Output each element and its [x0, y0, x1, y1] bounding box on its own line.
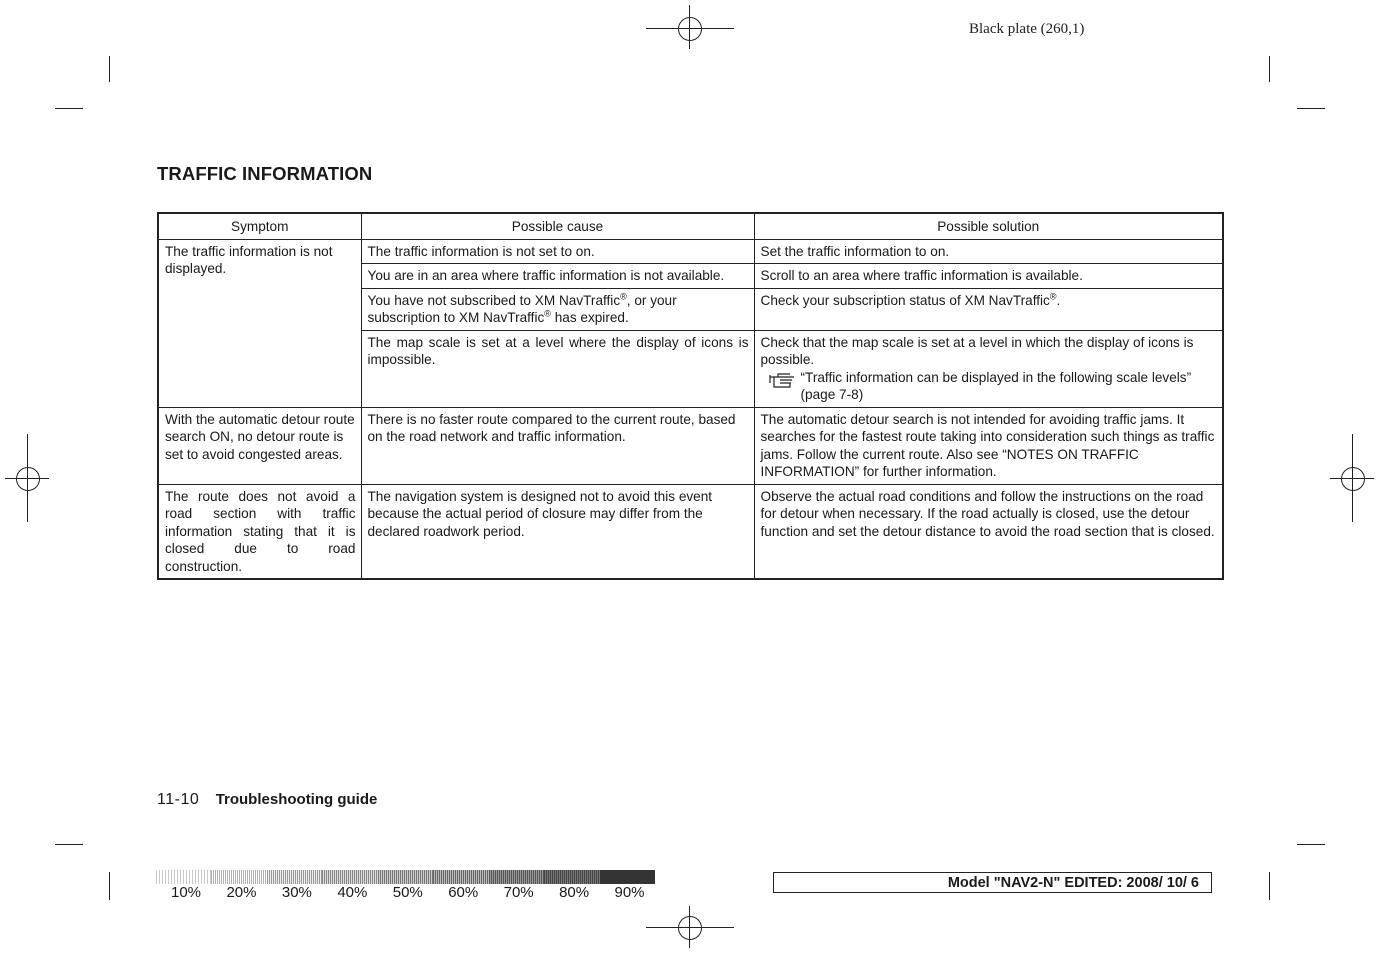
- solution-text-a: Check your subscription status of XM NavTraffic: [760, 292, 1050, 308]
- solution-cell: [754, 330, 1223, 407]
- density-segment: [433, 870, 488, 884]
- density-segment: [267, 870, 322, 884]
- page-footer: [157, 791, 377, 809]
- registered-mark: ®: [1049, 290, 1057, 301]
- density-label: 60%: [448, 884, 479, 901]
- troubleshooting-table: [157, 212, 1224, 580]
- density-segment: [600, 870, 655, 884]
- density-label: 30%: [281, 884, 312, 901]
- density-segment: [544, 870, 599, 884]
- density-label: 90%: [614, 884, 645, 901]
- cause-cell: You are in an area where traffic information is not available.: [361, 264, 754, 289]
- section-title: TRAFFIC INFORMATION: [157, 163, 373, 184]
- density-segment: [489, 870, 544, 884]
- solution-text: Check that the map scale is set at a level in which the display of icons is possible.: [760, 334, 1194, 367]
- density-label: 50%: [392, 884, 423, 901]
- page-reference: [761, 369, 1218, 404]
- table-row: [158, 239, 1223, 264]
- header-solution: Possible solution: [754, 213, 1223, 239]
- density-segment: [322, 870, 377, 884]
- density-segment: [378, 870, 433, 884]
- pointing-hand-icon: [765, 369, 801, 389]
- cause-cell: There is no faster route compared to the current route, based on the road network and traffic information.: [361, 407, 754, 484]
- cause-text-b: , or your subscription to XM NavTraffic: [367, 292, 677, 325]
- registered-mark: ®: [544, 308, 551, 319]
- solution-cell: The automatic detour search is not intended for avoiding traffic jams. It searches for the fastest route taking into consideration such things as traffic jams. Follow the current route. Also see “NOTES ON TRAFFIC INFORMATION” for further information.: [754, 407, 1223, 484]
- symptom-cell: The route does not avoid a road section with traffic information stating that it is closed due to road construction.: [158, 484, 361, 579]
- density-labels: [157, 884, 656, 901]
- registered-mark: ®: [620, 290, 627, 301]
- density-label: 10%: [171, 884, 202, 901]
- cause-text-a: You have not subscribed to XM NavTraffic: [367, 292, 621, 308]
- model-edited-box: Model "NAV2-N" EDITED: 2008/ 10/ 6: [773, 872, 1212, 893]
- solution-cell: Scroll to an area where traffic information is available.: [754, 264, 1223, 289]
- solution-cell: [754, 288, 1223, 330]
- solution-text-b: .: [1056, 292, 1061, 308]
- cause-text-c: has expired.: [550, 310, 629, 325]
- cause-cell: [361, 288, 754, 330]
- cause-cell: The navigation system is designed not to avoid this event because the actual period of closure may differ from the declared roadwork period.: [361, 484, 754, 579]
- table-header-row: [158, 213, 1223, 239]
- density-segment: [156, 870, 211, 884]
- solution-cell: Observe the actual road conditions and follow the instructions on the road for detour when necessary. If the road actually is closed, use the detour function and set the detour distance to avoid the road section that is closed.: [754, 484, 1223, 579]
- plate-label: Black plate (260,1): [969, 21, 1085, 37]
- table-row: [158, 484, 1223, 579]
- cause-cell: The map scale is set at a level where the display of icons is impossible.: [361, 330, 754, 407]
- density-label: 20%: [226, 884, 257, 901]
- table-row: [158, 407, 1223, 484]
- reference-text: “Traffic information can be displayed in the following scale levels” (page 7-8): [800, 369, 1192, 402]
- header-symptom: Symptom: [158, 213, 361, 239]
- symptom-cell: With the automatic detour route search ON, no detour route is set to avoid congested areas.: [158, 407, 361, 484]
- density-label: 70%: [503, 884, 534, 901]
- density-label: 40%: [337, 884, 368, 901]
- density-segment: [211, 870, 266, 884]
- cause-cell: The traffic information is not set to on.: [361, 239, 754, 264]
- solution-cell: Set the traffic information to on.: [754, 239, 1223, 264]
- symptom-cell: The traffic information is not displayed.: [158, 239, 361, 407]
- chapter-title: Troubleshooting guide: [215, 791, 378, 808]
- density-label: 80%: [559, 884, 590, 901]
- density-bar: [156, 870, 655, 884]
- page-number: 11-10: [157, 791, 200, 808]
- header-cause: Possible cause: [361, 213, 754, 239]
